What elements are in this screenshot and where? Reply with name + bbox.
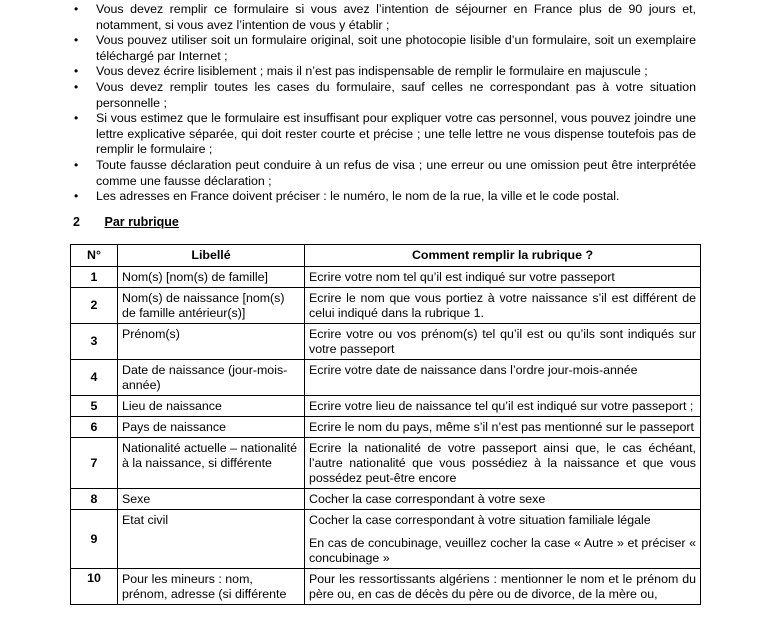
- list-item: • Vous pouvez utiliser soit un formulaire original, soit une photocopie lisible d’un formulaire, soit un exemplaire téléchargé par Internet ;: [74, 33, 696, 64]
- section-number: 2: [73, 215, 80, 229]
- table-row: [71, 438, 701, 489]
- row-label: Sexe: [118, 489, 305, 510]
- table-header-row: [71, 245, 701, 267]
- row-number: 3: [71, 324, 118, 360]
- row-how: Ecrire votre nom tel qu’il est indiqué sur votre passeport: [305, 267, 701, 288]
- section-title: Par rubrique: [104, 215, 179, 229]
- row-number: 1: [71, 267, 118, 288]
- row-number: 8: [71, 489, 118, 510]
- list-item: • Vous devez écrire lisiblement ; mais il n’est pas indispensable de remplir le formulaire en majuscule ;: [74, 64, 696, 80]
- row-how: Ecrire votre lieu de naissance tel qu’il est indiqué sur votre passeport ;: [305, 396, 701, 417]
- table-row: [71, 288, 701, 324]
- section-heading: [73, 215, 179, 229]
- table-row: [71, 510, 701, 569]
- row-label: Nom(s) de naissance [nom(s) de famille antérieur(s)]: [118, 288, 305, 324]
- instructions-list: [74, 2, 696, 205]
- row-number: 9: [71, 510, 118, 569]
- table-row: [71, 396, 701, 417]
- row-number: 6: [71, 417, 118, 438]
- table-row: [71, 417, 701, 438]
- row-how: Ecrire votre date de naissance dans l’ordre jour-mois-année: [305, 360, 701, 396]
- row-label: Pays de naissance: [118, 417, 305, 438]
- row-number: 4: [71, 360, 118, 396]
- rubrique-table: [70, 244, 701, 605]
- row-label: Nationalité actuelle – nationalité à la naissance, si différente: [118, 438, 305, 489]
- row-number: 2: [71, 288, 118, 324]
- row-how: Ecrire le nom du pays, même s’il n’est pas mentionné sur le passeport: [305, 417, 701, 438]
- row-how: Cocher la case correspondant à votre sexe: [305, 489, 701, 510]
- header-number: N°: [71, 245, 118, 267]
- row-label: Pour les mineurs : nom, prénom, adresse (si différente: [118, 569, 305, 605]
- list-item: • Si vous estimez que le formulaire est insuffisant pour expliquer votre cas personnel, vous pouvez joindre une lettre explicative séparée, qui doit rester courte et précise ; une telle lettre ne vous dispense toutefois pas de remplir le formulaire ;: [74, 111, 696, 158]
- row-number: 5: [71, 396, 118, 417]
- table-row: [71, 360, 701, 396]
- row-number: 7: [71, 438, 118, 489]
- row-how-note: En cas de concubinage, veuillez cocher la case « Autre » et préciser « concubinage »: [309, 536, 696, 565]
- row-number: 10: [71, 569, 118, 605]
- table-row: [71, 569, 701, 605]
- header-how: Comment remplir la rubrique ?: [305, 245, 701, 267]
- list-item: • Toute fausse déclaration peut conduire à un refus de visa ; une erreur ou une omission peut être interprétée comme une fausse déclaration ;: [74, 158, 696, 189]
- table-row: [71, 267, 701, 288]
- list-item: • Vous devez remplir ce formulaire si vous avez l’intention de séjourner en France plus de 90 jours et, notamment, si vous avez l’intention de vous y établir ;: [74, 2, 696, 33]
- row-label: Nom(s) [nom(s) de famille]: [118, 267, 305, 288]
- row-how: Ecrire la nationalité de votre passeport ainsi que, le cas échéant, l’autre nationalité que vous possédiez à la naissance et que vous possédez peut-être encore: [305, 438, 701, 489]
- row-label: Prénom(s): [118, 324, 305, 360]
- row-label: Lieu de naissance: [118, 396, 305, 417]
- list-item: • Vous devez remplir toutes les cases du formulaire, sauf celles ne correspondant pas à votre situation personnelle ;: [74, 80, 696, 111]
- row-label: Date de naissance (jour-mois-année): [118, 360, 305, 396]
- row-how-cell: [305, 510, 701, 569]
- header-label: Libellé: [118, 245, 305, 267]
- row-how: Pour les ressortissants algériens : mentionner le nom et le prénom du père ou, en cas de décès du père ou de divorce, de la mère ou,: [305, 569, 701, 605]
- row-label: Etat civil: [118, 510, 305, 569]
- row-how: Cocher la case correspondant à votre situation familiale légale: [309, 513, 651, 527]
- list-item: • Les adresses en France doivent préciser : le numéro, le nom de la rue, la ville et le code postal.: [74, 189, 696, 205]
- table-row: [71, 489, 701, 510]
- table-row: [71, 324, 701, 360]
- row-how: Ecrire votre ou vos prénom(s) tel qu’il est ou qu’ils sont indiqués sur votre passeport: [305, 324, 701, 360]
- row-how: Ecrire le nom que vous portiez à votre naissance s’il est différent de celui indiqué dans la rubrique 1.: [305, 288, 701, 324]
